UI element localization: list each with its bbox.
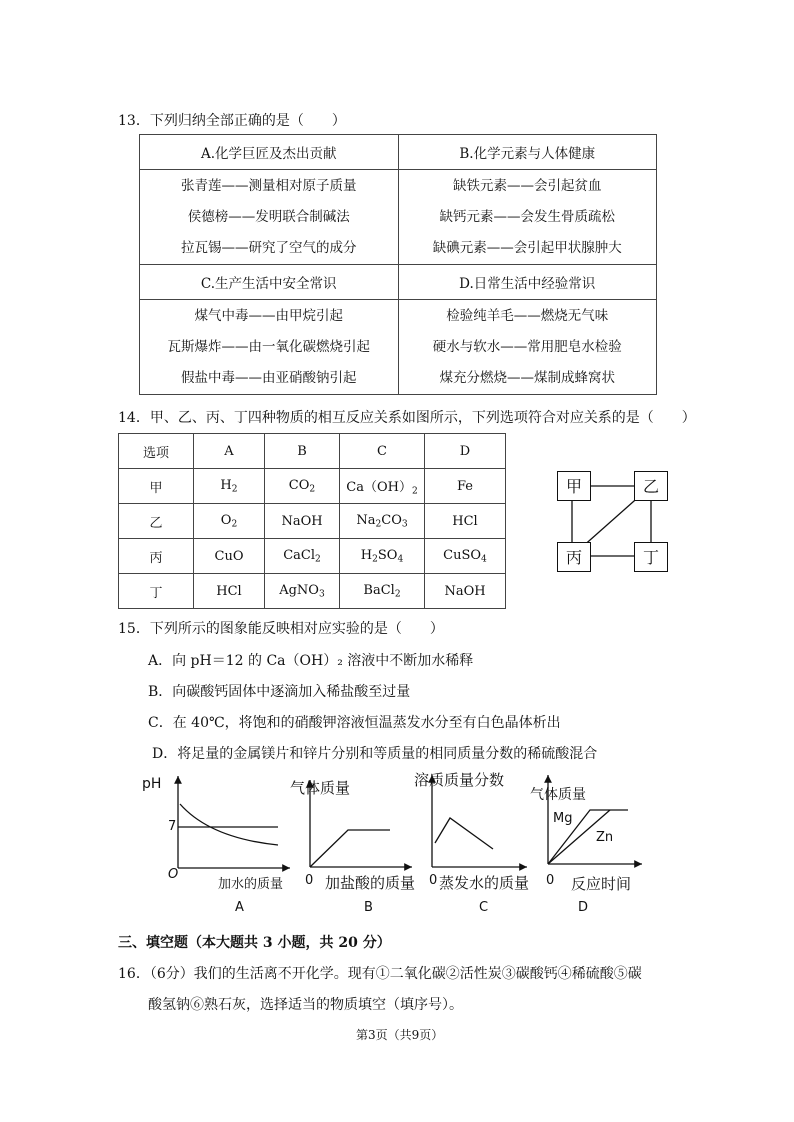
- q14-cell: $CO_2$: [265, 469, 340, 504]
- q14-header-cell: A: [194, 434, 265, 469]
- graph-a-tick-7: 7: [168, 819, 177, 834]
- q16-line1: 16．（6分）我们的生活离不开化学。现有①二氧化碳②活性炭③碳酸钙④稀硫酸⑤碳: [118, 966, 642, 982]
- q14-cell: $H_2SO_4$: [340, 539, 425, 574]
- q14-cell: BaCl$_2$: [340, 574, 425, 609]
- graph-c-ylabel: 溶质质量分数: [414, 771, 505, 789]
- graph-d-mg-label: Mg: [553, 811, 573, 826]
- graph-b-curve: [310, 830, 390, 867]
- section-3-title: 三、填空题（本大题共 3 小题，共 20 分）: [118, 935, 391, 951]
- q13-cell-c-body: [140, 300, 399, 395]
- q13-cell-a-head: A.化学巨匠及杰出贡献: [140, 135, 399, 170]
- graph-c-xlabel: 蒸发水的质量: [439, 874, 530, 892]
- q14-cell: CaCl$_2$: [265, 539, 340, 574]
- graph-c-origin: 0: [429, 873, 438, 888]
- q14-cell: $H_2$: [194, 469, 265, 504]
- q16-line2: 酸氢钠⑥熟石灰，选择适当的物质填空（填序号）。: [148, 997, 463, 1013]
- node-jia: 甲: [557, 471, 591, 501]
- graph-a-xlabel: 加水的质量: [218, 877, 284, 892]
- q15-stem: 15．下列所示的图象能反映相对应实验的是（ ）: [118, 621, 444, 637]
- graph-b-caption: B: [364, 900, 373, 915]
- q14-header-row: [119, 434, 506, 469]
- q14-cell: HCl: [194, 574, 265, 609]
- q13-c-line: 煤气中毒——由甲烷引起: [194, 307, 343, 324]
- graph-b-ylabel: 气体质量: [290, 779, 351, 797]
- q14-row-label: 丙: [119, 539, 194, 574]
- q15-option-b: B．向碳酸钙固体中逐滴加入稀盐酸至过量: [148, 684, 411, 700]
- q14-header-cell: B: [265, 434, 340, 469]
- q13-cell-b-body: [398, 170, 657, 265]
- graph-a-origin: O: [168, 867, 179, 882]
- q14-row-label: 甲: [119, 469, 194, 504]
- node-bing: 丙: [557, 542, 591, 572]
- q13-stem: 13．下列归纳全部正确的是（ ）: [118, 113, 346, 129]
- q13-cell-d-head: D.日常生活中经验常识: [398, 265, 657, 300]
- q14-cell: CuO: [194, 539, 265, 574]
- node-yi: 乙: [634, 471, 668, 501]
- graph-c-curve: [435, 818, 493, 849]
- q14-row: [119, 539, 506, 574]
- q14-row: [119, 574, 506, 609]
- q14-cell: AgNO$_3$: [265, 574, 340, 609]
- q15-option-c: C．在 40℃，将饱和的硝酸钾溶液恒温蒸发水分至有白色晶体析出: [148, 715, 561, 731]
- q14-row-label: 乙: [119, 504, 194, 539]
- q13-b-line: 缺碘元素——会引起甲状腺肿大: [432, 239, 622, 256]
- q13-c-line: 瓦斯爆炸——由一氧化碳燃烧引起: [167, 338, 370, 355]
- q13-cell-b-head: B.化学元素与人体健康: [398, 135, 657, 170]
- q14-row-label: 丁: [119, 574, 194, 609]
- q13-a-line: 张青莲——测量相对原子质量: [181, 177, 357, 194]
- q14-cell: NaOH: [265, 504, 340, 539]
- page-footer: 第3页（共9页）: [356, 1028, 444, 1042]
- q13-cell-c-head: C.生产生活中安全常识: [140, 265, 399, 300]
- q14-cell: CuSO$_4$: [425, 539, 506, 574]
- q14-stem: 14．甲、乙、丙、丁四种物质的相互反应关系如图所示，下列选项符合对应关系的是（ ）: [118, 410, 696, 426]
- graph-a: [140, 768, 300, 878]
- q13-d-line: 煤充分燃烧——煤制成蜂窝状: [439, 369, 615, 386]
- q14-cell: $Na_2CO_3$: [340, 504, 425, 539]
- q15-option-a: A．向 pH＝12 的 Ca（OH）₂ 溶液中不断加水稀释: [148, 653, 474, 669]
- q13-b-line: 缺铁元素——会引起贫血: [453, 177, 602, 194]
- q13-table: [139, 134, 657, 395]
- graph-a-curve: [180, 804, 278, 845]
- q13-b-line: 缺钙元素——会发生骨质疏松: [439, 208, 615, 225]
- q14-cell: Fe: [425, 469, 506, 504]
- q14-cell: $Ca(OH)_2$: [340, 469, 425, 504]
- q14-row: [119, 504, 506, 539]
- q14-header-cell: D: [425, 434, 506, 469]
- q13-cell-d-body: [398, 300, 657, 395]
- node-ding: 丁: [634, 542, 668, 572]
- graph-c-caption: C: [479, 900, 489, 915]
- q14-cell: NaOH: [425, 574, 506, 609]
- graph-b-origin: 0: [305, 873, 314, 888]
- q13-cell-a-body: [140, 170, 399, 265]
- graph-d-zn-label: Zn: [596, 830, 614, 845]
- q14-header-cell: C: [340, 434, 425, 469]
- q14-cell: HCl: [425, 504, 506, 539]
- q14-table: [118, 433, 506, 609]
- graph-b-xlabel: 加盐酸的质量: [325, 874, 416, 892]
- q13-a-line: 拉瓦锡——研究了空气的成分: [181, 239, 357, 256]
- graph-a-ylabel: pH: [142, 776, 162, 792]
- graph-d-origin: 0: [546, 873, 555, 888]
- graph-a-caption: A: [235, 900, 244, 915]
- graph-d-caption: D: [578, 900, 589, 915]
- q14-row: [119, 469, 506, 504]
- q13-c-line: 假盐中毒——由亚硝酸钠引起: [181, 369, 357, 386]
- graph-d-xlabel: 反应时间: [571, 875, 632, 893]
- q13-a-line: 侯德榜——发明联合制碱法: [187, 208, 350, 225]
- q13-d-line: 硬水与软水——常用肥皂水检验: [432, 338, 622, 355]
- q14-cell: $O_2$: [194, 504, 265, 539]
- graph-d-ylabel: 气体质量: [530, 787, 586, 803]
- q14-header-cell: 选项: [119, 434, 194, 469]
- q15-option-d: D．将足量的金属镁片和锌片分别和等质量的相同质量分数的稀硫酸混合: [152, 746, 598, 762]
- q13-d-line: 检验纯羊毛——燃烧无气味: [446, 307, 609, 324]
